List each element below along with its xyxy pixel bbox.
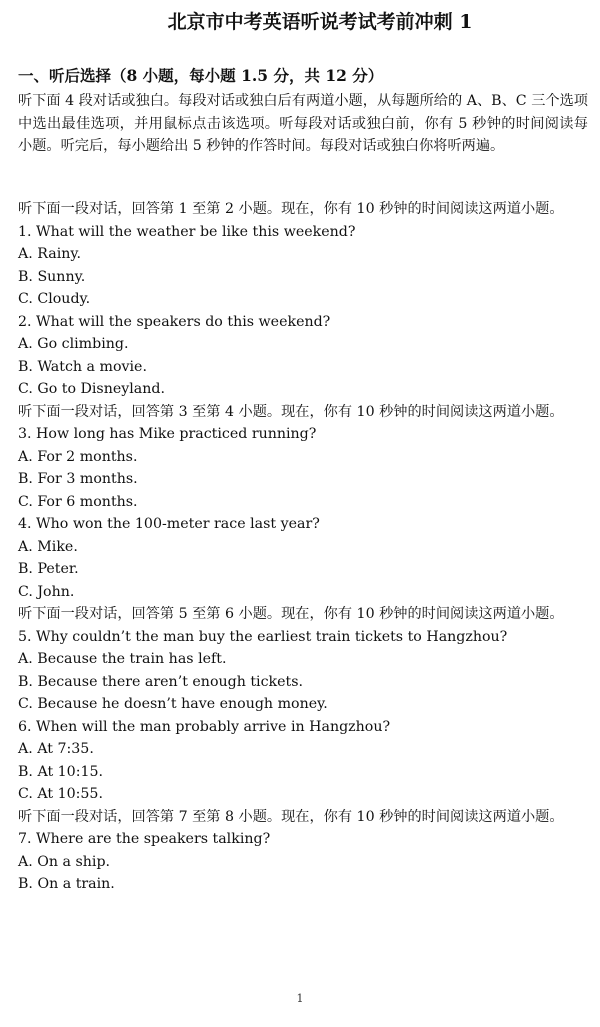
question-4: 4. Who won the 100-meter race last year? (18, 516, 320, 532)
question-7-option-a[interactable]: A. On a ship. (18, 853, 111, 870)
question-5-option-b[interactable]: B. Because there aren’t enough tickets. (18, 673, 304, 690)
page-number: 1 (296, 992, 304, 1005)
document-title: 北京市中考英语听说考试考前冲刺 1 (167, 11, 473, 33)
question-5-option-a[interactable]: A. Because the train has left. (18, 651, 227, 667)
question-3-option-a[interactable]: A. For 2 months. (18, 448, 138, 465)
question-5-option-c[interactable]: C. Because he doesn’t have enough money. (18, 696, 328, 712)
group-1-instruction: 听下面一段对话，回答第 1 至第 2 小题。现在，你有 10 秒钟的时间阅读这两道小题。 (18, 201, 564, 217)
question-1: 1. What will the weather be like this weekend? (18, 223, 356, 240)
question-2-option-c[interactable]: C. Go to Disneyland. (18, 381, 165, 397)
question-7-option-b[interactable]: B. On a train. (18, 876, 115, 892)
question-6-option-b[interactable]: B. At 10:15. (18, 763, 104, 780)
question-6-option-a[interactable]: A. At 7:35. (18, 741, 94, 757)
question-6-option-c[interactable]: C. At 10:55. (18, 786, 103, 802)
group-2-instruction: 听下面一段对话，回答第 3 至第 4 小题。现在，你有 10 秒钟的时间阅读这两道小题。 (18, 403, 564, 420)
section-intro: 听下面 4 段对话或独白。每段对话或独白后有两道小题，从每题所给的 A、B、C 三个选项中选出最佳选项，并用鼠标点击该选项。听每段对话或独白前，你有 5 秒钟的时间阅读每小题。听完后，每小题给出 5 秒钟的作答时间。每段对话或独白你将听两遍。 (18, 93, 588, 154)
question-2: 2. What will the speakers do this weekend? (18, 313, 331, 330)
group-3-instruction: 听下面一段对话，回答第 5 至第 6 小题。现在，你有 10 秒钟的时间阅读这两道小题。 (18, 606, 564, 622)
question-1-option-a[interactable]: A. Rainy. (18, 246, 82, 262)
question-4-option-c[interactable]: C. John. (18, 583, 75, 600)
group-4-instruction: 听下面一段对话，回答第 7 至第 8 小题。现在，你有 10 秒钟的时间阅读这两道小题。 (18, 808, 564, 825)
question-1-option-b[interactable]: B. Sunny. (18, 268, 86, 285)
question-4-option-b[interactable]: B. Peter. (18, 561, 79, 577)
question-6: 6. When will the man probably arrive in Hangzhou? (18, 718, 391, 735)
question-3: 3. How long has Mike practiced running? (18, 426, 317, 442)
question-2-option-a[interactable]: A. Go climbing. (18, 336, 129, 352)
question-3-option-b[interactable]: B. For 3 months. (18, 471, 138, 487)
question-body (18, 198, 588, 896)
question-1-option-c[interactable]: C. Cloudy. (18, 291, 91, 307)
question-4-option-a[interactable]: A. Mike. (18, 538, 78, 555)
question-3-option-c[interactable]: C. For 6 months. (18, 493, 138, 510)
section-heading: 一、听后选择（8 小题，每小题 1.5 分，共 12 分） (18, 66, 384, 85)
question-5: 5. Why couldn’t the man buy the earliest train tickets to Hangzhou? (18, 628, 508, 645)
question-7: 7. Where are the speakers talking? (18, 831, 271, 847)
question-2-option-b[interactable]: B. Watch a movie. (18, 358, 147, 375)
